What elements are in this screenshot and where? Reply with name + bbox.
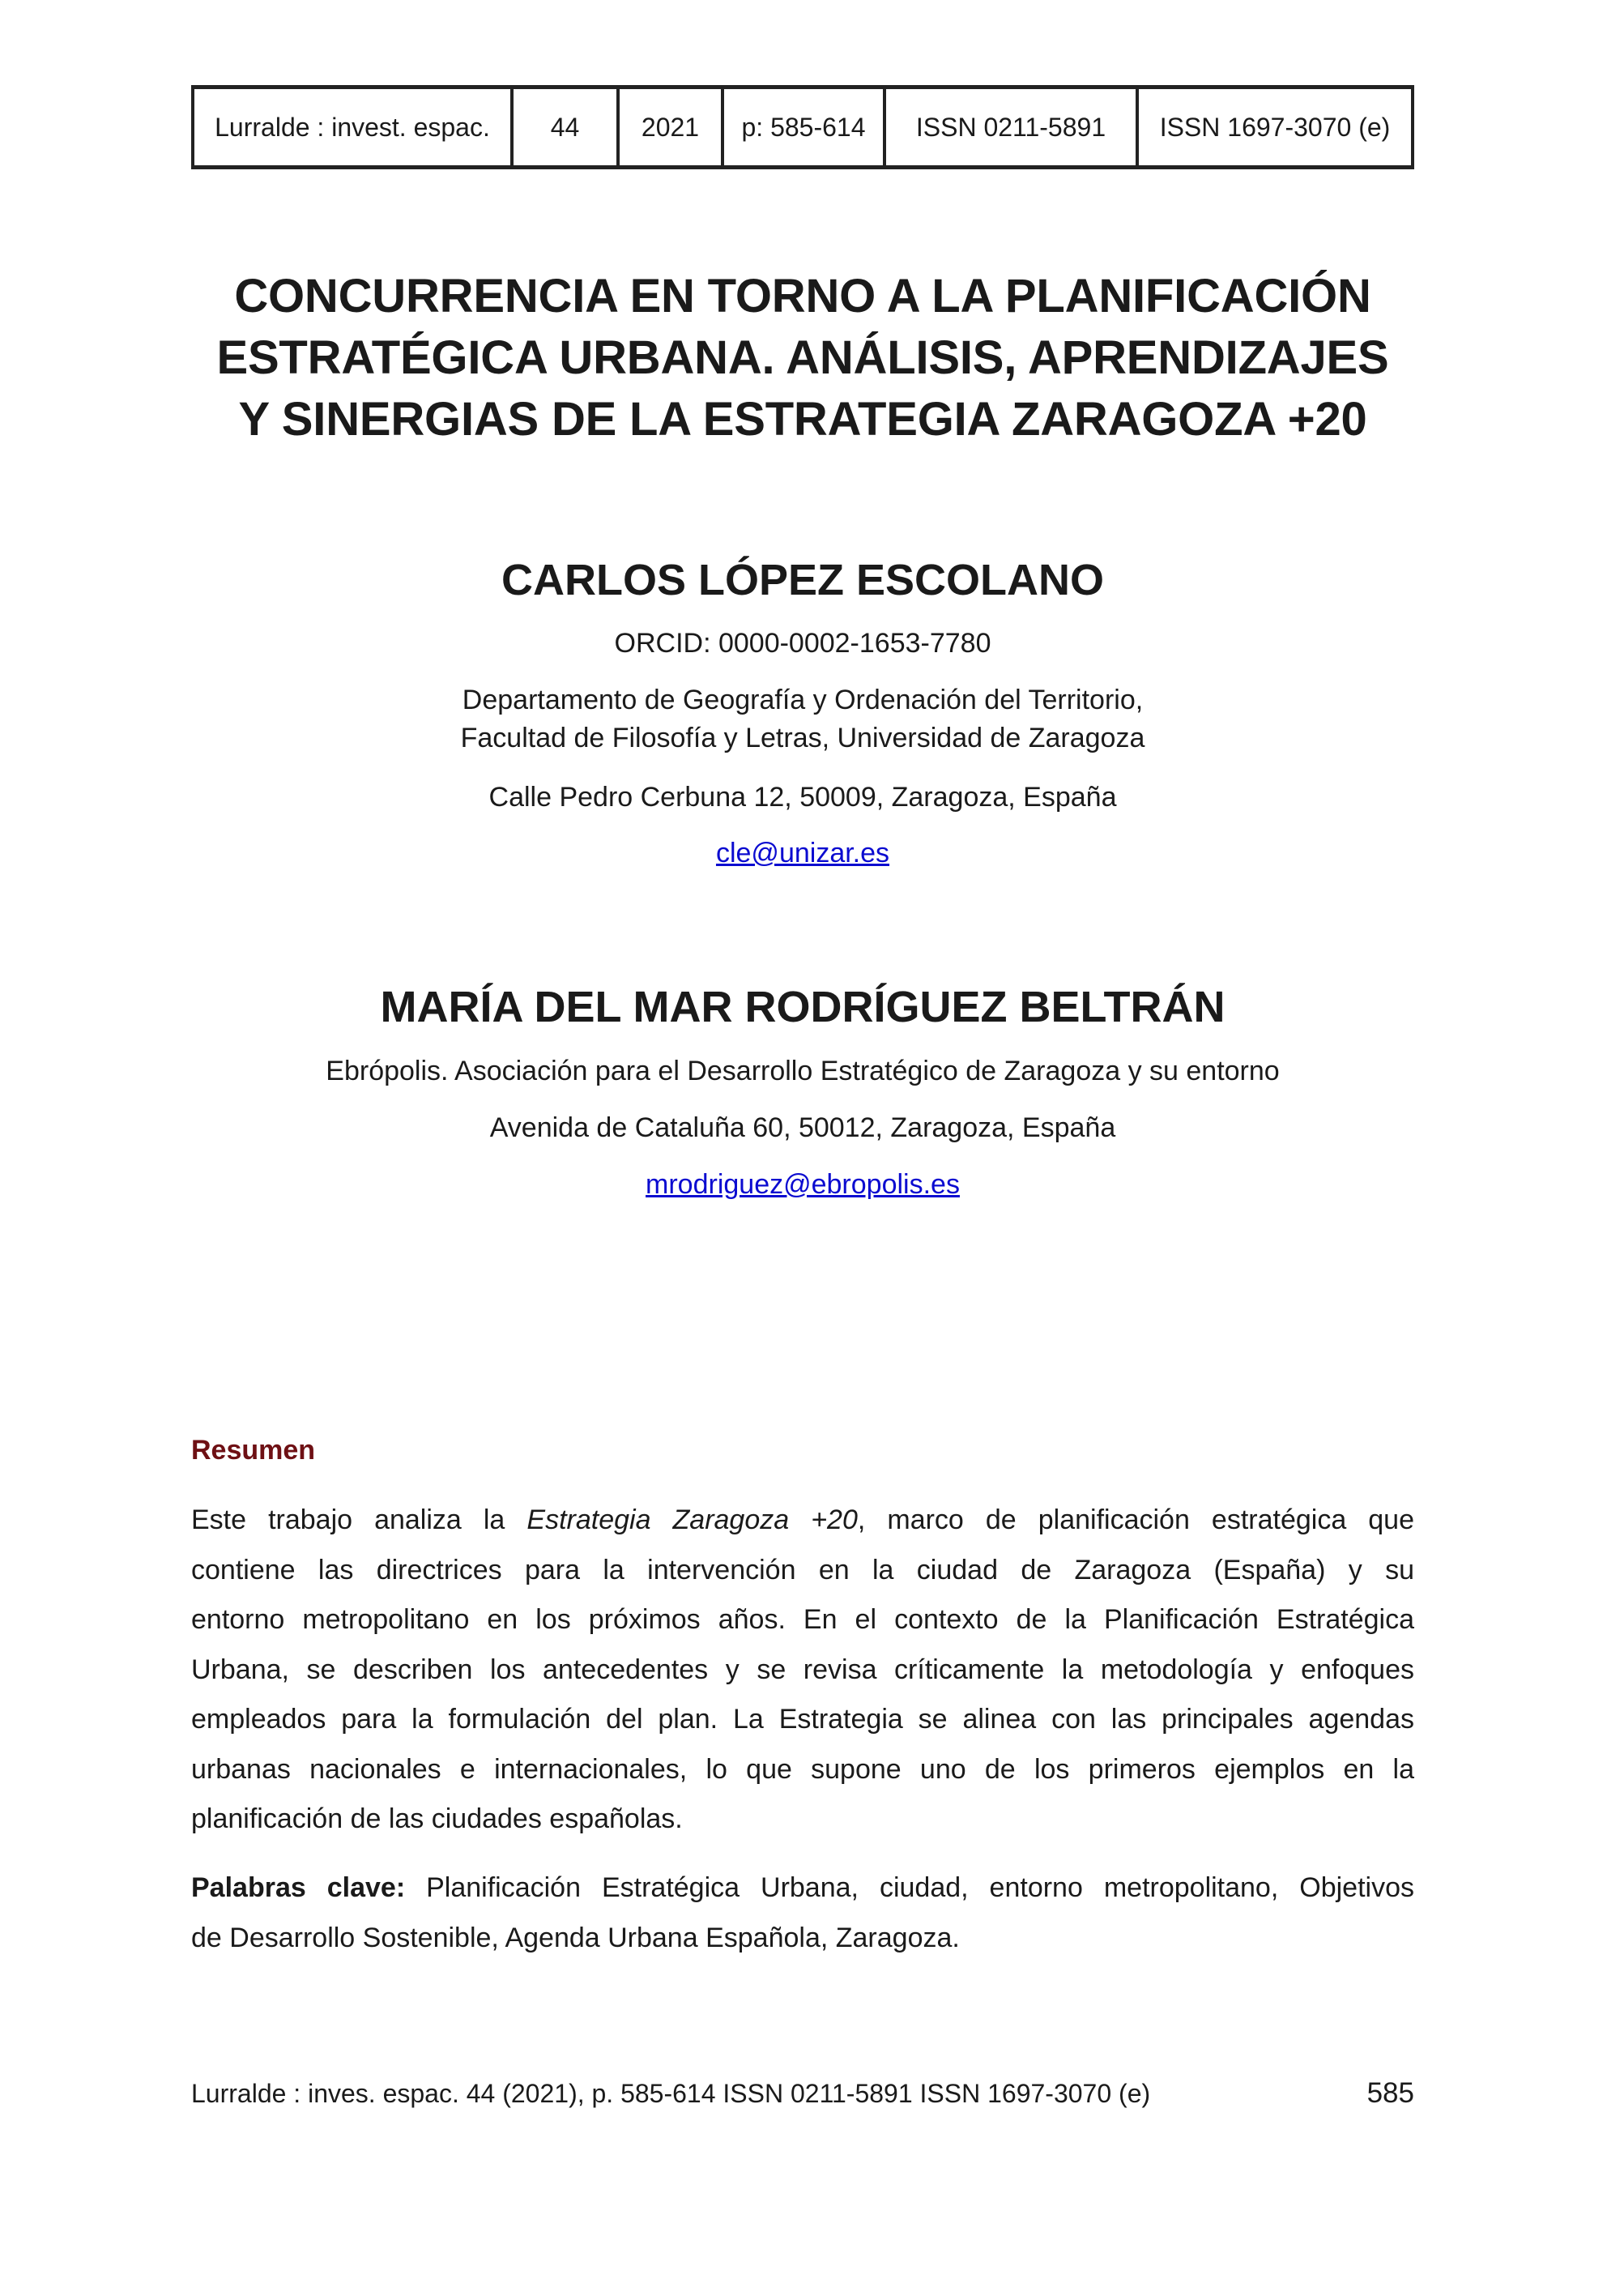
- header-volume: 44: [510, 89, 616, 165]
- abstract-line: contiene las directrices para la intervención en la ciudad de Zaragoza (España) y su: [191, 1554, 1414, 1585]
- abstract-italic-title: Estrategia Zaragoza +20: [526, 1504, 858, 1535]
- abstract-heading: Resumen: [191, 1435, 316, 1466]
- author-affiliation-line: Facultad de Filosofía y Letras, Universidad de Zaragoza: [460, 723, 1145, 753]
- keywords-text: Planificación Estratégica Urbana, ciudad, entorno metropolitano, Objetivos: [405, 1872, 1414, 1903]
- header-journal-name: Lurralde : invest. espac.: [191, 89, 510, 165]
- author-email-link[interactable]: mrodriguez@ebropolis.es: [646, 1169, 960, 1200]
- abstract-line: urbanas nacionales e internacionales, lo que supone uno de los primeros ejemplos en la: [191, 1753, 1414, 1785]
- keywords-block: [191, 1863, 1414, 1963]
- author-name: CARLOS LÓPEZ ESCOLANO: [501, 556, 1105, 604]
- header-year: 2021: [616, 89, 721, 165]
- article-title: [191, 266, 1414, 450]
- header-pages: p: 585-614: [721, 89, 883, 165]
- author-address: Calle Pedro Cerbuna 12, 50009, Zaragoza, España: [488, 782, 1117, 813]
- author-email-row: [191, 834, 1414, 873]
- title-line: CONCURRENCIA EN TORNO A LA PLANIFICACIÓN: [234, 270, 1371, 322]
- header-issn-electronic: ISSN 1697-3070 (e): [1136, 89, 1414, 165]
- keywords-line: [191, 1863, 1414, 1914]
- abstract-line: entorno metropolitano en los próximos años. En el contexto de la Planificación Estratégica: [191, 1604, 1414, 1635]
- page-number: 585: [1366, 2077, 1414, 2109]
- abstract-line: planificación de las ciudades españolas.: [191, 1803, 683, 1834]
- author-email-link[interactable]: cle@unizar.es: [715, 838, 890, 868]
- keywords-line: de Desarrollo Sostenible, Agenda Urbana Española, Zaragoza.: [191, 1922, 960, 1953]
- author-email-row: [191, 1166, 1414, 1204]
- author-block-1: [191, 554, 1414, 606]
- header-issn-print: ISSN 0211-5891: [883, 89, 1136, 165]
- author-affiliation-line: Ebrópolis. Asociación para el Desarrollo Estratégico de Zaragoza y su entorno: [326, 1056, 1280, 1086]
- page-footer: [191, 2074, 1414, 2113]
- abstract-line: [191, 1496, 1414, 1546]
- title-line: ESTRATÉGICA URBANA. ANÁLISIS, APRENDIZAJES: [216, 331, 1389, 384]
- title-line: Y SINERGIAS DE LA ESTRATEGIA ZARAGOZA +20: [238, 393, 1367, 446]
- abstract-text: Este trabajo analiza la: [191, 1504, 527, 1535]
- author-affiliation-line: Departamento de Geografía y Ordenación del Territorio,: [462, 685, 1144, 715]
- abstract-line: empleados para la formulación del plan. La Estrategia se alinea con las principales agendas: [191, 1704, 1414, 1735]
- author-address: Avenida de Cataluña 60, 50012, Zaragoza, España: [489, 1112, 1116, 1143]
- abstract-line: Urbana, se describen los antecedentes y se revisa críticamente la metodología y enfoques: [191, 1654, 1414, 1685]
- author-name: MARÍA DEL MAR RODRÍGUEZ BELTRÁN: [380, 983, 1225, 1031]
- keywords-label: Palabras clave:: [191, 1872, 406, 1903]
- abstract-body: [191, 1496, 1414, 1845]
- journal-header-table: [191, 85, 1414, 169]
- author-orcid: ORCID: 0000-0002-1653-7780: [614, 628, 991, 659]
- footer-citation: Lurralde : inves. espac. 44 (2021), p. 585-614 ISSN 0211-5891 ISSN 1697-3070 (e): [191, 2078, 1151, 2108]
- abstract-text: , marco de planificación estratégica que: [857, 1504, 1415, 1535]
- author-block-2: [191, 981, 1414, 1033]
